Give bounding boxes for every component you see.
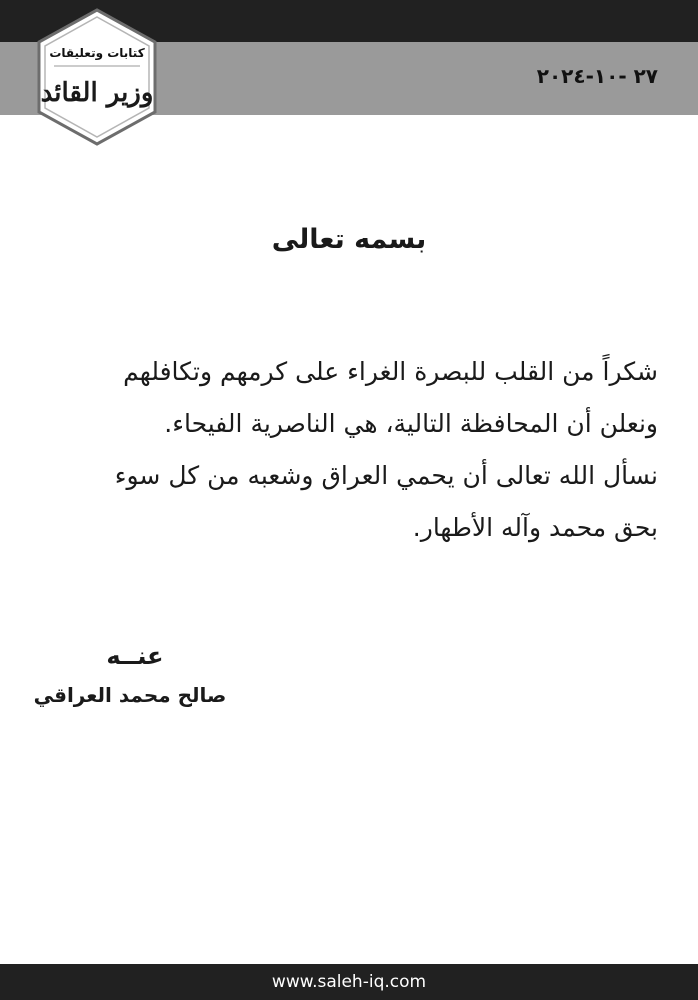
logo-top-text: كتابات وتعليقات [49, 46, 145, 60]
logo-calligraphy-text: وزير القائد [40, 78, 154, 108]
document-heading: بسمه تعالى [271, 224, 427, 255]
date-label: ٢٧ -١٠-٢٠٢٤ [536, 64, 658, 88]
footer-bar [0, 964, 698, 1000]
footer-url-link[interactable]: www.saleh-iq.com [271, 972, 427, 992]
body-line: بحق محمد وآله الأطهار. [412, 513, 658, 542]
signature-name: صالح محمد العراقي [33, 683, 227, 707]
body-line: ونعلن أن المحافظة التالية، هي الناصرية الفيحاء. [164, 409, 658, 438]
logo [36, 8, 158, 146]
body-line: شكراً من القلب للبصرة الغراء على كرمهم وتكافلهم [123, 357, 658, 386]
signature-from: عنــه [106, 642, 164, 670]
logo-badge-shape [36, 8, 158, 146]
document-body [38, 346, 658, 554]
body-line: نسأل الله تعالى أن يحمي العراق وشعبه من كل سوء [114, 461, 658, 490]
